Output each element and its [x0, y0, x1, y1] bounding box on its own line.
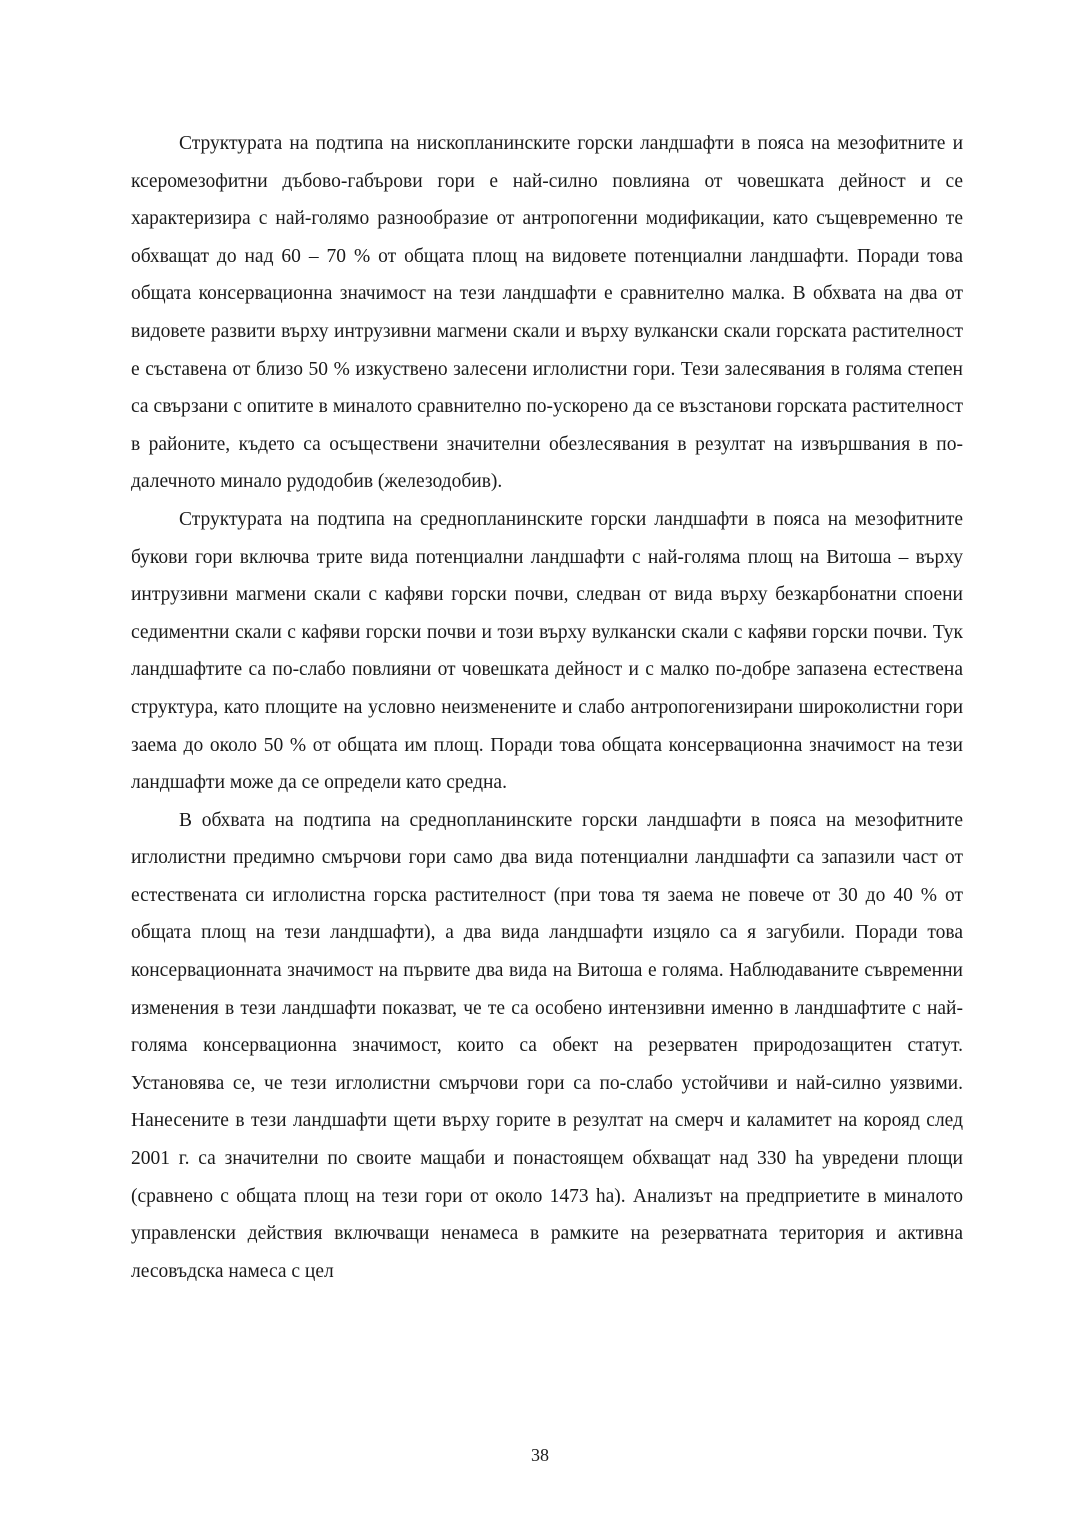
paragraph-low-mountain-forest-landscapes: Структурата на подтипа на нископланинските горски ландшафти в пояса на мезофитните и ксеромезофитни дъбово-габърови гори е най-силно повлияна от човешката дейност и се характеризира с най-голямо разнообразие от антропогенни модификации, като същевременно те обхващат до над 60 – 70 % от общата площ на видовете потенциални ландшафти. Поради това общата консервационна значимост на тези ландшафти е сравнително малка. В обхвата на два от видовете развити върху интрузивни магмени скали и върху вулкански скали горската растителност е съставена от близо 50 % изкуствено залесени иглолистни гори. Тези залесявания в голяма степен са свързани с опитите в миналото сравнително по-ускорено да се възстанови горската растителност в районите, където са осъществени значителни обезлесявания в резултат на извършвания в по-далечното минало рудодобив (железодобив).: [131, 133, 963, 493]
text-body: [131, 125, 963, 1290]
page-number: 38: [531, 1445, 549, 1465]
paragraph-mid-mountain-coniferous-landscapes: В обхвата на подтипа на среднопланинските горски ландшафти в пояса на мезофитните иглолистни предимно смърчови гори само два вида потенциални ландшафти са запазили част от естествената си иглолистна горска растителност (при това тя заема не повече от 30 до 40 % от общата площ на тези ландшафти), а два вида ландшафти изцяло са я загубили. Поради това консервационната значимост на първите два вида на Витоша е голяма. Наблюдаваните съвременни изменения в тези ландшафти показват, че те са особено интензивни именно в ландшафтите с най-голяма консервационна значимост, които са обект на резерватен природозащитен статут. Установява се, че тези иглолистни смърчови гори са по-слабо устойчиви и най-силно уязвими. Нанесените в тези ландшафти щети върху горите в резултат на смерч и каламитет на корояд след 2001 г. са значителни по своите мащаби и понастоящем обхващат над 330 ha увредени площи (сравнено с общата площ на тези гори от около 1473 ha). Анализът на предприетите в миналото управленски действия включващи ненамеса в рамките на резерватната територия и активна лесовъдска намеса с цел: [131, 809, 963, 1282]
paragraph-mid-mountain-beech-landscapes: Структурата на подтипа на среднопланинските горски ландшафти в пояса на мезофитните букови гори включва трите вида потенциални ландшафти с най-голяма площ на Витоша – върху интрузивни магмени скали с кафяви горски почви, следван от вида върху безкарбонатни споени седиментни скали с кафяви горски почви и този върху вулкански скали с кафяви горски почви. Тук ландшафтите са по-слабо повлияни от човешката дейност и с малко по-добре запазена естествена структура, като площите на условно неизменените и слабо антропогенизирани широколистни гори заема до около 50 % от общата им площ. Поради това общата консервационна значимост на тези ландшафти може да се определи като средна.: [131, 508, 963, 794]
